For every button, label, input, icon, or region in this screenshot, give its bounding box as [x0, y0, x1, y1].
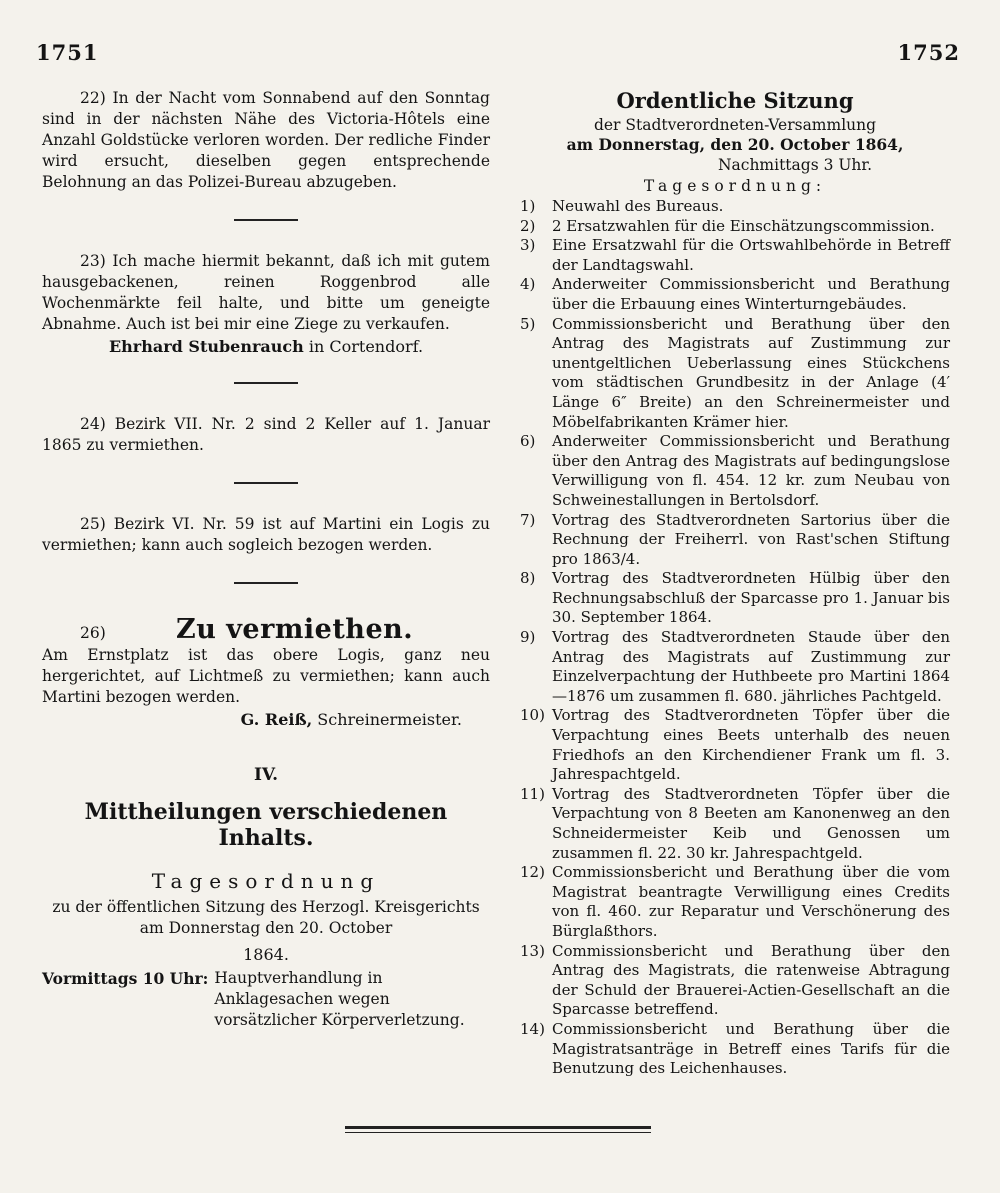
ad-23-signature	[42, 337, 490, 356]
agenda-item-number: 1)	[520, 197, 536, 215]
meeting-time: Nachmittags 3 Uhr.	[717, 156, 873, 174]
ad-number: 23)	[80, 252, 106, 270]
section-title: Mittheilungen verschiedenen Inhalts.	[84, 799, 448, 851]
agenda-item	[520, 217, 950, 237]
agenda-item	[520, 863, 950, 941]
ad-26-header	[42, 614, 490, 645]
agenda-intro: zu der öffentlichen Sitzung des Herzogl. Kreisgerichts am Donnerstag den 20. October	[52, 898, 480, 937]
agenda-item	[520, 236, 950, 275]
ad-23	[42, 251, 490, 335]
agenda-item-text: Neuwahl des Bureaus.	[552, 197, 724, 215]
agenda-item-text: Commissionsbericht und Berathung über den Antrag des Magistrats, die ratenweise Abtragung der Schuld der Brauerei-Actien-Gesellschaft an die Sparcasse betreffend.	[552, 941, 950, 1019]
agenda-item-text: Vortrag des Stadtverordneten Töpfer über die Verpachtung eines Beets unterhalb des neuen Friedhofs an den Kirchendiener Frank um fl. 3. Jahrespachtgeld.	[552, 706, 950, 784]
ad-number: 22)	[80, 89, 106, 107]
meeting-title: Ordentliche Sitzung	[616, 88, 854, 113]
agenda-item-number: 3)	[520, 236, 536, 255]
agenda-item-number: 7)	[520, 510, 536, 529]
agenda-item-number: 4)	[520, 275, 536, 294]
agenda-item-text: Commissionsbericht und Berathung über den Antrag des Magistrats auf Zustimmung zur unentgeltlichen Ueberlassung eines Stückchens vom städtischen Grundbesitz in der Anlage (4′ Länge 6″ Breite) an den Schreinermeister und Möbelfabrikanten Krämer hier.	[552, 314, 950, 431]
agenda-item-text: Vortrag des Stadtverordneten Töpfer über die Verpachtung von 8 Beeten am Kanonenweg an den Schneidermeister Keib und Genossen um zusammen fl. 22. 30 kr. Jahrespachtgeld.	[552, 784, 950, 862]
page-number-left: 1751	[36, 40, 99, 65]
agenda-item	[520, 511, 950, 570]
ad-24	[42, 414, 490, 456]
meeting-date: am Donnerstag, den 20. October 1864,	[566, 135, 904, 154]
left-column	[42, 88, 490, 1031]
agenda-item	[520, 942, 950, 1020]
agenda-entry-text: Hauptverhandlung in Anklagesachen wegen vorsätzlicher Körperverletzung.	[214, 969, 465, 1029]
agenda-item	[520, 197, 950, 217]
agenda-item-number: 8)	[520, 569, 536, 588]
agenda-item-number: 14)	[520, 1019, 545, 1038]
agenda-item	[520, 315, 950, 433]
agenda-item-number: 10)	[520, 706, 545, 725]
agenda-item-number: 2)	[520, 216, 536, 235]
bottom-rule	[345, 1126, 651, 1129]
ad-number: 25)	[80, 515, 106, 533]
bottom-rule-thin	[345, 1132, 651, 1133]
agenda-item-text: Vortrag des Stadtverordneten Staude über den Antrag des Magistrats auf Zustimmung zur Einzelverpachtung der Huthbeete pro Martini 1864—1876 um zusammen fl. 680. jährliches Pachtgeld.	[552, 628, 950, 705]
agenda-item-number: 5)	[520, 314, 536, 333]
ad-number: 24)	[80, 415, 106, 433]
right-column	[520, 88, 950, 1079]
agenda-item-number: 9)	[520, 628, 536, 647]
agenda-item-text: Commissionsbericht und Berathung über die vom Magistrat beantragte Verwilligung eines Credits von fl. 460. zur Reparatur und Verschönerung des Bürglaßthors.	[552, 863, 950, 940]
agenda-heading: Tagesordnung:	[643, 177, 827, 195]
ad-25	[42, 514, 490, 556]
agenda-heading: Tagesordnung	[151, 869, 381, 893]
agenda-item-number: 6)	[520, 432, 536, 451]
agenda-item-text: 2 Ersatzwahlen für die Einschätzungscommission.	[552, 216, 935, 235]
divider	[234, 582, 298, 584]
agenda-year: 1864.	[243, 945, 289, 964]
divider	[234, 219, 298, 221]
ad-text: Ich mache hiermit bekannt, daß ich mit gutem hausgebackenen, reinen Roggenbrod alle Wochenmärkte feil halte, und bitte um geneigte Abnahme. Auch ist bei mir eine Ziege zu verkaufen.	[42, 252, 490, 333]
agenda-item	[520, 785, 950, 863]
agenda-item	[520, 275, 950, 314]
agenda-item-number: 11)	[520, 784, 545, 803]
signature-role: Schreinermeister.	[317, 710, 462, 729]
agenda-list	[520, 197, 950, 1079]
agenda-item-text: Eine Ersatzwahl für die Ortswahlbehörde in Betreff der Landtagswahl.	[552, 236, 950, 274]
agenda-item	[520, 706, 950, 784]
agenda-item-number: 13)	[520, 941, 545, 960]
page-number-right: 1752	[897, 40, 960, 65]
ad-heading: Zu vermiethen.	[176, 614, 414, 645]
ad-22	[42, 88, 490, 193]
divider	[234, 382, 298, 384]
ad-26	[42, 645, 490, 708]
divider	[234, 482, 298, 484]
agenda-item-text: Vortrag des Stadtverordneten Hülbig über den Rechnungsabschluß der Sparcasse pro 1. Januar bis 30. September 1864.	[552, 569, 950, 627]
section-numeral: IV.	[253, 765, 279, 785]
signature-place: in Cortendorf.	[308, 337, 424, 356]
signature-name: Ehrhard Stubenrauch	[108, 337, 304, 356]
agenda-item-text: Vortrag des Stadtverordneten Sartorius über die Rechnung der Freiherrl. von Rast'schen Stiftung pro 1863/4.	[552, 510, 950, 568]
agenda-item-text: Anderweiter Commissionsbericht und Berathung über den Antrag des Magistrats auf bedingungslose Verwilligung von fl. 454. 12 kr. zum Neubau von Schweinestallungen in Bertolsdorf.	[552, 432, 950, 509]
signature-name: G. Reiß,	[240, 710, 313, 729]
ad-number: 26)	[80, 624, 106, 642]
agenda-item	[520, 1020, 950, 1079]
ad-text: Am Ernstplatz ist das obere Logis, ganz neu hergerichtet, auf Lichtmeß zu vermiethen; kann auch Martini bezogen werden.	[42, 646, 490, 706]
agenda-time: Vormittags 10 Uhr:	[42, 969, 209, 988]
agenda-item-number: 12)	[520, 863, 545, 882]
agenda-item	[520, 569, 950, 628]
ad-text: In der Nacht vom Sonnabend auf den Sonntag sind in der nächsten Nähe des Victoria-Hôtels eine Anzahl Goldstücke verloren worden. Der redliche Finder wird ersucht, dieselben gegen entsprechende Belohnung an das Polizei-Bureau abzugeben.	[42, 89, 490, 191]
agenda-item-text: Anderweiter Commissionsbericht und Berathung über die Erbauung eines Winterturngebäudes.	[552, 275, 950, 313]
meeting-subtitle: der Stadtverordneten-Versammlung	[593, 116, 877, 134]
agenda-item	[520, 432, 950, 510]
agenda-entry	[42, 968, 490, 1031]
ad-text: Bezirk VII. Nr. 2 sind 2 Keller auf 1. Januar 1865 zu vermiethen.	[42, 415, 490, 454]
agenda-item-text: Commissionsbericht und Berathung über die Magistratsanträge in Betreff eines Tarifs für die Benutzung des Leichenhauses.	[552, 1019, 950, 1078]
ad-26-signature	[42, 710, 490, 729]
ad-text: Bezirk VI. Nr. 59 ist auf Martini ein Logis zu vermiethen; kann auch sogleich bezogen werden.	[42, 515, 490, 554]
agenda-item	[520, 628, 950, 706]
